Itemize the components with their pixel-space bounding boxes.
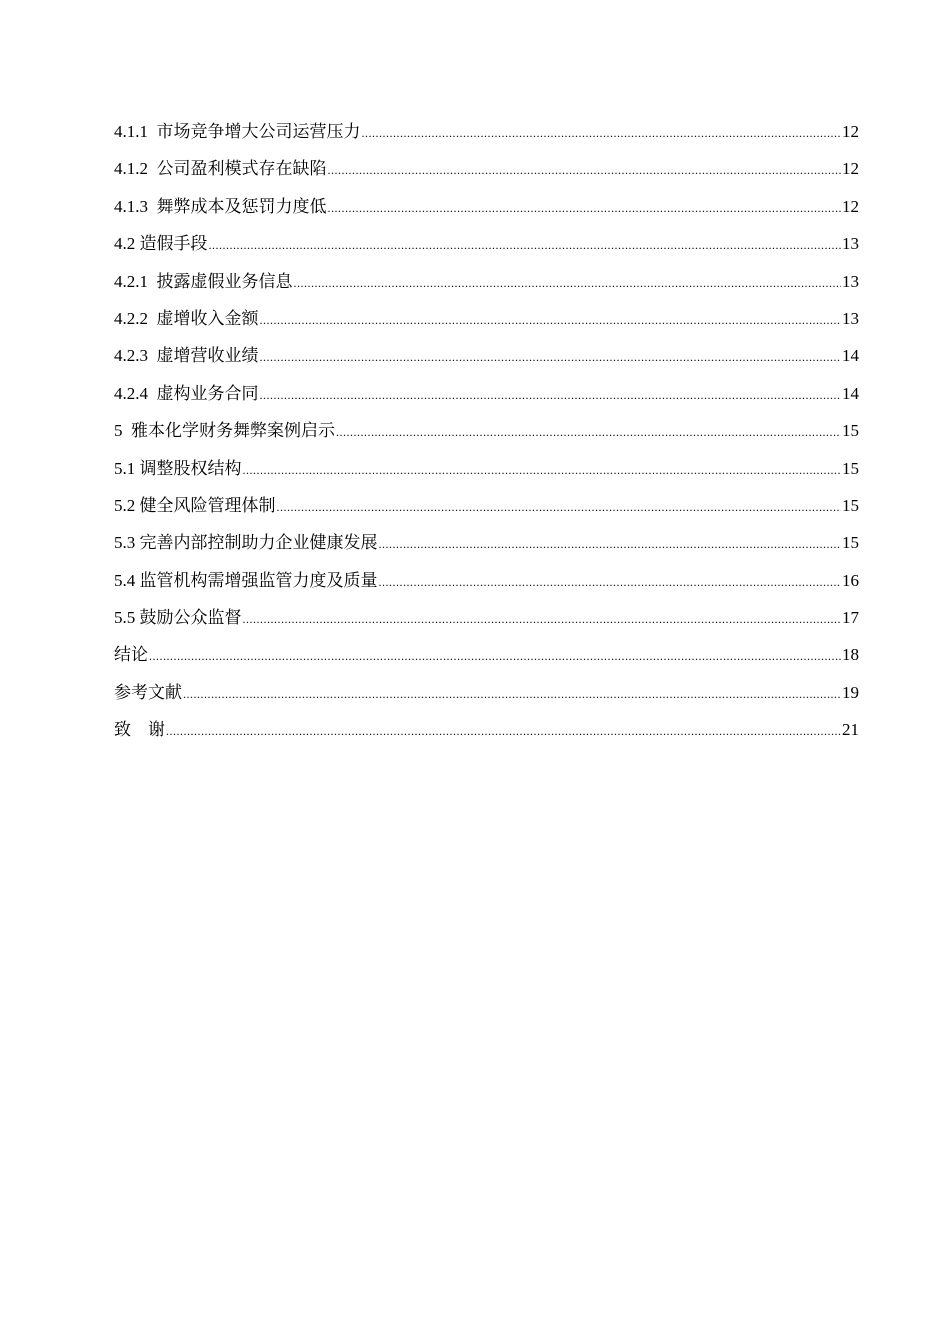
- toc-entry-title: 5.4 监管机构需增强监管力度及质量: [114, 570, 378, 590]
- toc-entry-title: 4.1.1 市场竞争增大公司运营压力: [114, 122, 361, 141]
- toc-entry-title: 4.2 造假手段: [114, 234, 208, 254]
- toc-entry[interactable]: [114, 643, 859, 680]
- toc-entry[interactable]: [114, 419, 859, 456]
- toc-entry-page: 21: [842, 720, 859, 740]
- toc-entry[interactable]: [114, 457, 859, 494]
- toc-entry-title: 5.3 完善内部控制助力企业健康发展: [114, 533, 378, 553]
- dot-leader: [379, 570, 842, 594]
- toc-entry-page: 17: [842, 608, 859, 628]
- toc-entry-title: 参考文献: [114, 682, 182, 702]
- dot-leader: [336, 420, 841, 444]
- toc-entry-page: 15: [842, 421, 859, 441]
- toc-entry-title: 5.2 健全风险管理体制: [114, 495, 276, 515]
- dot-leader: [149, 644, 841, 668]
- toc-entry[interactable]: [114, 232, 859, 269]
- toc-entry[interactable]: [114, 569, 859, 606]
- toc-entry[interactable]: [114, 494, 859, 531]
- toc-entry-page: 15: [842, 533, 859, 553]
- toc-entry[interactable]: [114, 307, 859, 344]
- toc-entry-title: 4.1.3 舞弊成本及惩罚力度低: [114, 196, 327, 216]
- toc-entry-page: 12: [842, 159, 859, 179]
- dot-leader: [166, 719, 841, 743]
- toc-entry[interactable]: [114, 344, 859, 381]
- toc-entry[interactable]: [114, 270, 859, 307]
- dot-leader: [328, 196, 842, 220]
- toc-entry-title: 4.2.1 披露虚假业务信息: [114, 271, 293, 291]
- toc-entry-title: 5 雅本化学财务舞弊案例启示: [114, 421, 335, 441]
- toc-entry[interactable]: [114, 157, 859, 194]
- toc-entry[interactable]: [114, 382, 859, 419]
- toc-entry[interactable]: [114, 681, 859, 718]
- toc-entry-page: 18: [842, 645, 859, 665]
- toc-entry[interactable]: [114, 718, 859, 755]
- toc-entry[interactable]: [114, 531, 859, 568]
- toc-entry-title: 4.2.3 虚增营收业绩: [114, 346, 259, 366]
- toc-entry-title: 结论: [114, 645, 148, 665]
- toc-entry-page: 14: [842, 383, 859, 403]
- toc-entry-title: 4.2.2 虚增收入金额: [114, 308, 259, 328]
- toc-entry-page: 19: [842, 682, 859, 702]
- toc-entry-page: 12: [842, 196, 859, 216]
- toc-entry-page: 15: [842, 458, 859, 478]
- toc-entry-page: 15: [842, 495, 859, 515]
- toc-entry-page: 13: [842, 308, 859, 328]
- toc-entry-title: 致 谢: [114, 720, 165, 740]
- toc-entry[interactable]: [114, 606, 859, 643]
- dot-leader: [260, 383, 842, 407]
- dot-leader: [243, 458, 842, 482]
- toc-entry-page: 13: [842, 234, 859, 254]
- dot-leader: [209, 233, 842, 257]
- dot-leader: [183, 682, 841, 706]
- toc-entry-title: 4.2.4 虚构业务合同: [114, 383, 259, 403]
- dot-leader: [328, 158, 842, 182]
- dot-leader: [379, 532, 842, 556]
- toc-entry-page: 13: [842, 271, 859, 291]
- dot-leader: [294, 271, 842, 295]
- toc-entry-page: 16: [842, 570, 859, 590]
- toc-entry-title: 5.5 鼓励公众监督: [114, 608, 242, 628]
- dot-leader: [260, 345, 842, 369]
- toc-entry-title: 5.1 调整股权结构: [114, 458, 242, 478]
- dot-leader: [260, 308, 842, 332]
- toc-entry-page: 14: [842, 346, 859, 366]
- dot-leader: [277, 495, 842, 519]
- toc-entry-page: 12: [842, 122, 859, 141]
- toc-entry[interactable]: [114, 120, 859, 157]
- table-of-contents: [114, 120, 859, 756]
- dot-leader: [362, 121, 842, 145]
- toc-entry[interactable]: [114, 195, 859, 232]
- toc-entry-title: 4.1.2 公司盈利模式存在缺陷: [114, 159, 327, 179]
- dot-leader: [243, 607, 842, 631]
